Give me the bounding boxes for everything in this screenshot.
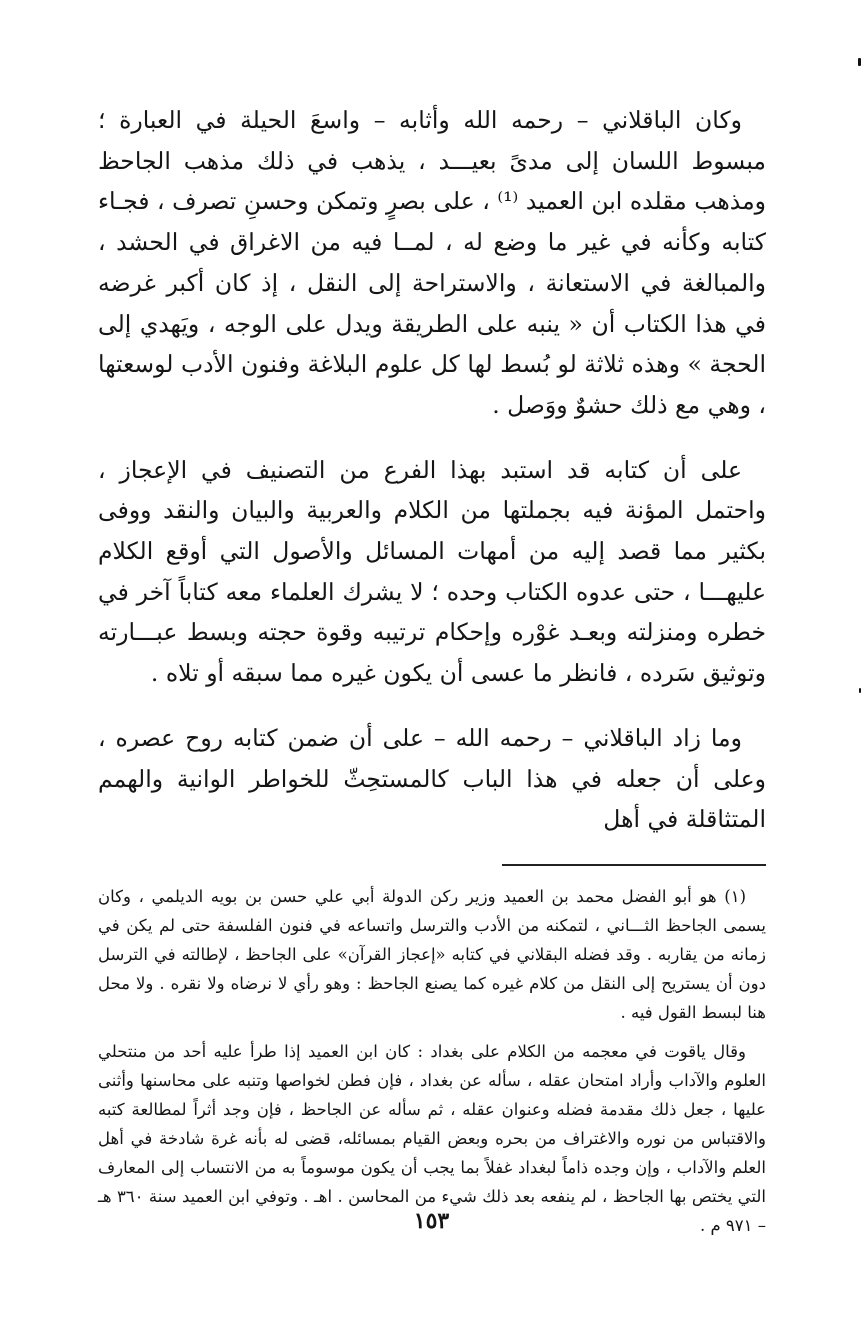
- footnote-divider: [502, 864, 766, 866]
- footnotes: [98, 882, 766, 1240]
- paragraph-2: على أن كتابه قد استبد بهذا الفرع من التصنيف في الإعجاز ، واحتمل المؤنة فيه بجملتها من الكلام والعربية والبيان والنقد ووفى بكثير مما قصد إليه من أمهات المسائل والأصول التي أوقع الكلام عليهـــا ، حتى عدوه الكتاب وحده ؛ لا يشرك العلماء معه كتاباً آخر في خطره ومنزلته وبعـد غوْره وإحكام ترتيبه وقوة حجته وبسط عبـــارته وتوثيق سَرده ، فانظر ما عسى أن يكون غيره مما سبقه أو تلاه .: [98, 455, 766, 688]
- footnote-1: (١) هو أبو الفضل محمد بن العميد وزير ركن الدولة أبي علي حسن بن بويه الديلمي ، وكان يسمى الجاحظ الثـــاني ، لتمكنه من الأدب والترسل واتساعه في فنون الفلسفة حتى لم يكن في زمانه من يقاربه . وقد فضله البقلاني في كتابه «إعجاز القرآن» على الجاحظ ، لإطالته في الترسل دون أن يستريح إلى النقل من كلام غيره كما يصنع الجاحظ : وهو رأي لا نرضاه ولا نقره . ولا محل هنا لبسط القول فيه .: [98, 886, 766, 1022]
- main-text: [98, 100, 766, 840]
- page-body: [98, 100, 766, 1250]
- scan-speck: [859, 688, 861, 693]
- paragraph-1: وكان الباقلاني – رحمه الله وأثابه – واسعَ الحيلة في العبارة ؛ مبسوط اللسان إلى مدىً بعيـــد ، يذهب في ذلك مذهب الجاحظ ومذهب مقلده ابن العميد ⁽¹⁾ ، على بصرٍ وتمكن وحسنِ تصرف ، فجـاء كتابه وكأنه في غير ما وضع له ، لمــا فيه من الاغراق في الحشد ، والمبالغة في الاستعانة ، والاستراحة إلى النقل ، إذ كان أكبر غرضه في هذا الكتاب أن « ينبه على الطريقة ويدل على الوجه ، ويَهدي إلى الحجة » وهذه ثلاثة لو بُسط لها كل علوم البلاغة وفنون الأدب لوسعتها ، وهي مع ذلك حشوٌ ووَصل .: [98, 106, 766, 419]
- paragraph-3: وما زاد الباقلاني – رحمه الله – على أن ضمن كتابه روح عصره ، وعلى أن جعله في هذا الباب كالمستحِثّ للخواطر الوانية والهمم المتثاقلة في أهل: [98, 723, 766, 834]
- page-number: ١٥٣: [413, 1208, 450, 1234]
- footnote-2: وقال ياقوت في معجمه من الكلام على بغداد : كان ابن العميد إذا طرأ عليه أحد من منتحلي العلوم والآداب وأراد امتحان عقله ، سأله عن بغداد ، فإن فطن لخواصها وتنبه على محاسنها وأثنى عليها ، جعل ذلك مقدمة فضله وعنوان عقله ، ثم سأله عن الجاحظ ، فإن وجد أثراً لمطالعة كتبه والاقتباس من نوره والاغتراف من بحره وبعض القيام بمسائله، قضى له بأنه غرة شادخة في أهل العلم والآداب ، وإن وجده ذاماً لبغداد غفلاً بما يجب أن يكون موسوماً به من الانتساب إلى المعارف التي يختص بها الجاحظ ، لم ينفعه بعد ذلك شيء من المحاسن . اهـ . وتوفي ابن العميد سنة ٣٦٠ هـ – ٩٧١ م .: [98, 1041, 767, 1235]
- scan-speck: [858, 58, 861, 66]
